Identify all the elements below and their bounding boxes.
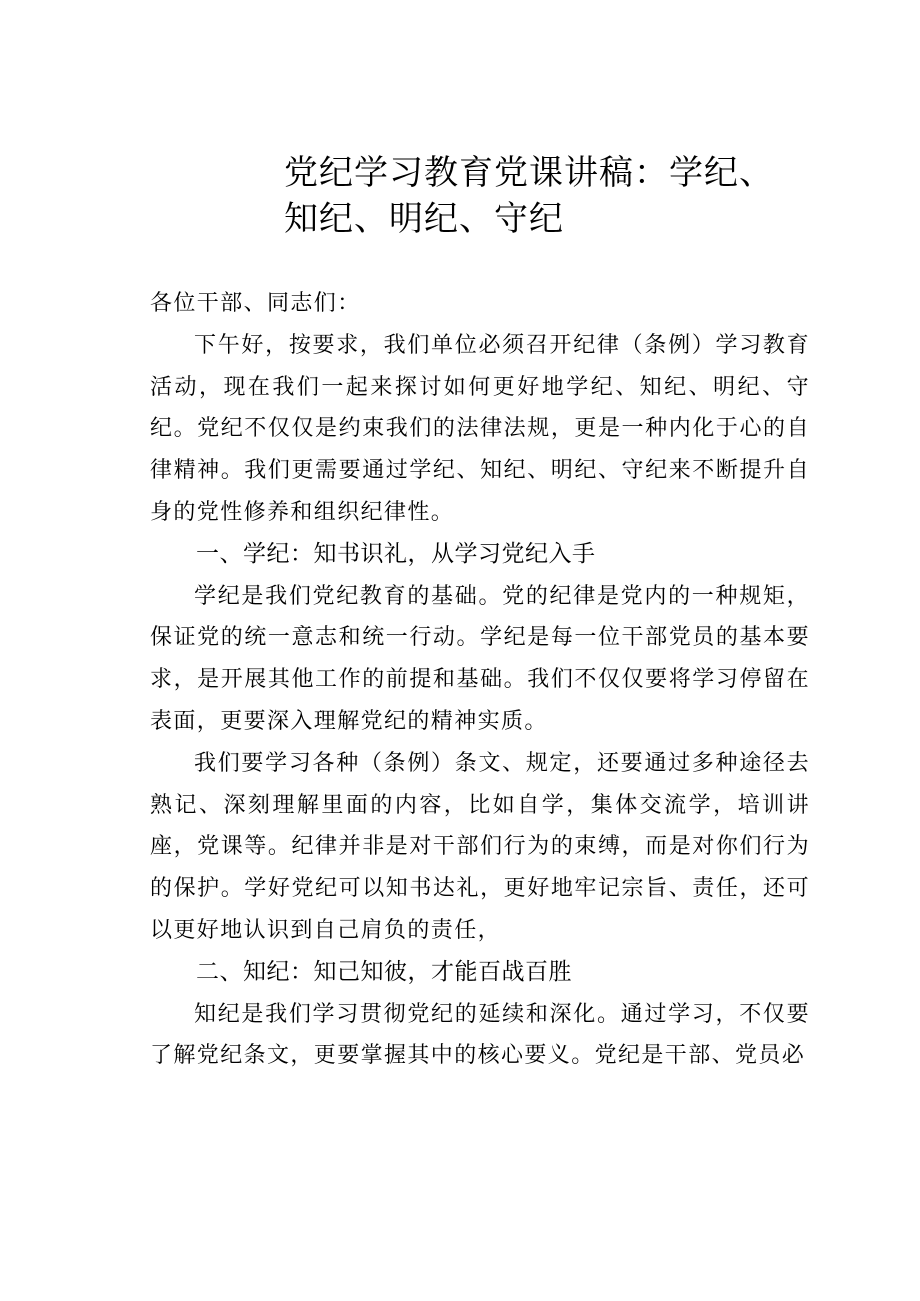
section-2-heading: 二、知纪：知己知彼，才能百战百胜 [196,958,572,985]
intro-paragraph: 下午好，按要求，我们单位必须召开纪律（条例）学习教育活动，现在我们一起来探讨如何更好地学纪、知纪、明纪、守纪。党纪不仅仅是约束我们的法律法规，更是一种内化于心的自律精神。我们更需要通过学纪、知纪、明纪、守纪来不断提升自身的党性修养和组织纪律性。 [150,332,810,525]
section-1-paragraph-2: 我们要学习各种（条例）条文、规定，还要通过多种途径去熟记、深刻理解里面的内容，比如自学，集体交流学，培训讲座，党课等。纪律并非是对干部们行为的束缚，而是对你们行为的保护。学好党纪可以知书达礼，更好地牢记宗旨、责任，还可以更好地认识到自己肩负的责任， [150,750,810,943]
section-2-paragraph-1: 知纪是我们学习贯彻党纪的延续和深化。通过学习，不仅要了解党纪条文，更要掌握其中的核心要义。党纪是干部、党员必 [150,1001,810,1069]
document-body [150,283,810,1077]
section-1-paragraph-1: 学纪是我们党纪教育的基础。党的纪律是党内的一种规矩，保证党的统一意志和统一行动。学纪是每一位干部党员的基本要求，是开展其他工作的前提和基础。我们不仅仅要将学习停留在表面，更要深入理解党纪的精神实质。 [150,583,810,734]
section-1-heading: 一、学纪：知书识礼，从学习党纪入手 [196,540,596,567]
document-title: 党纪学习教育党课讲稿：学纪、知纪、明纪、守纪 [284,153,774,239]
salutation: 各位干部、同志们： [150,291,361,316]
